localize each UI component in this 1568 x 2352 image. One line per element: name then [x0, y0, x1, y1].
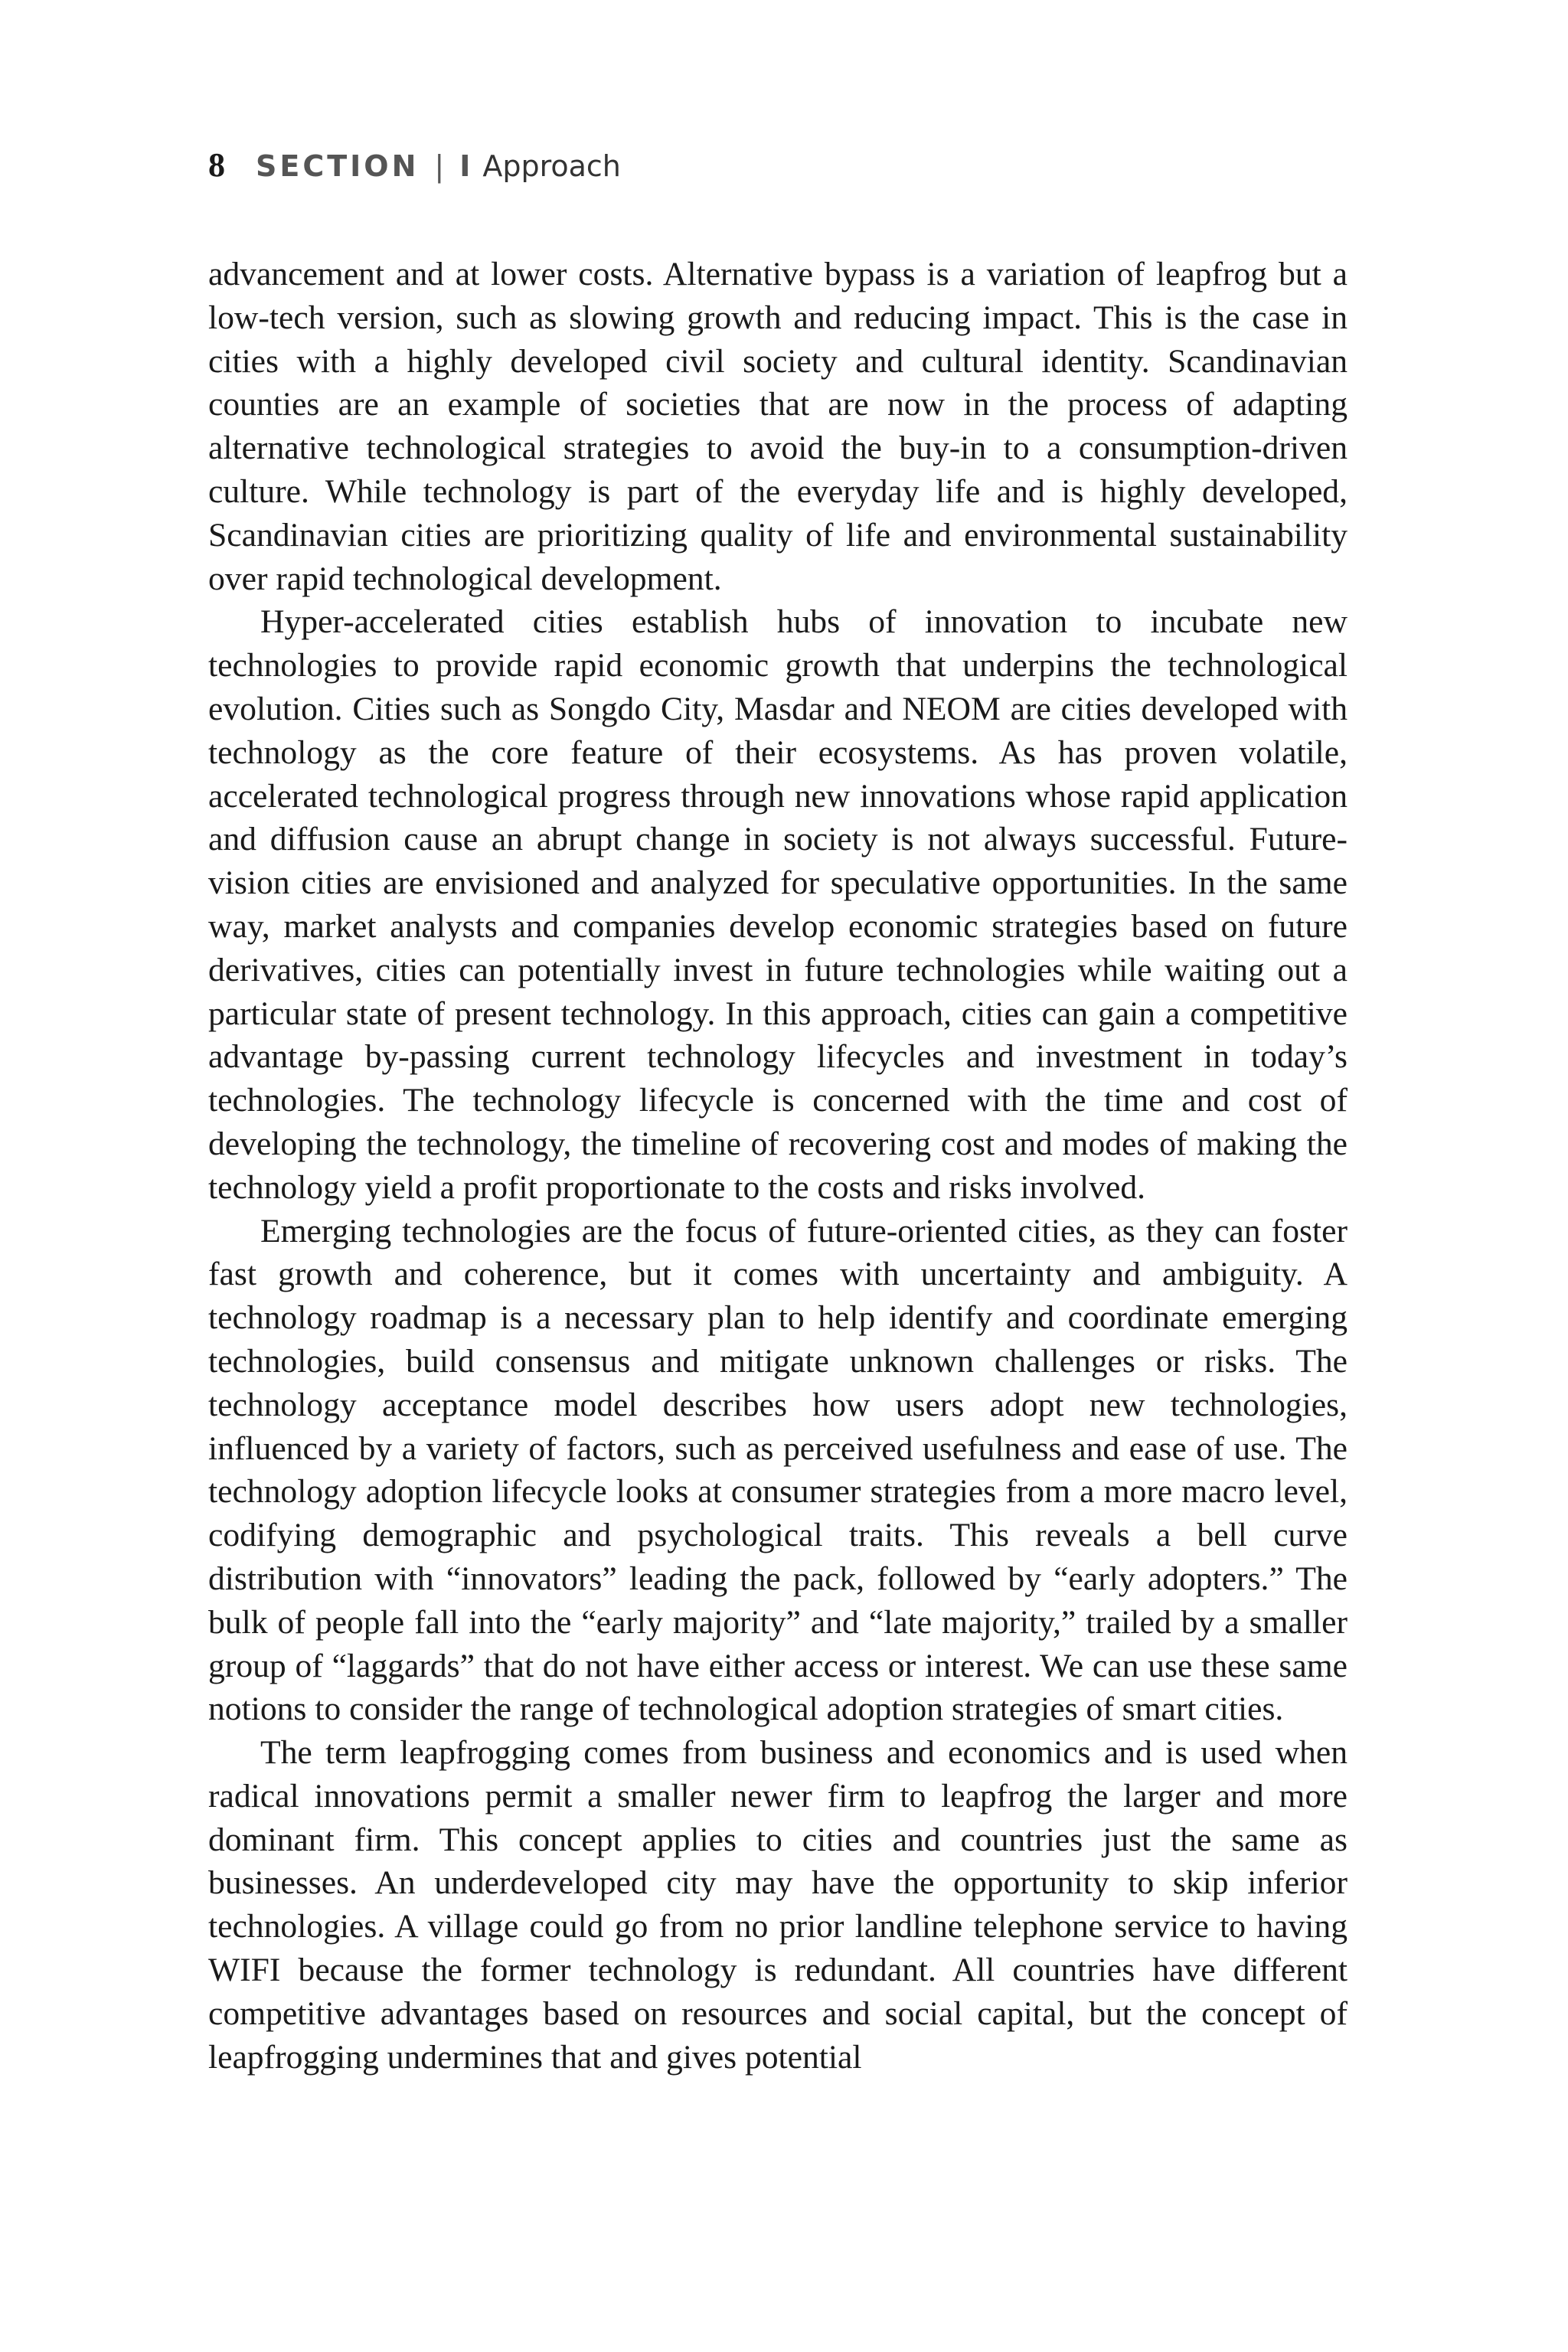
header-separator: | — [434, 149, 445, 183]
section-number: I — [459, 149, 471, 183]
page-number: 8 — [208, 146, 225, 184]
paragraph-continued: advancement and at lower costs. Alternative bypass is a variation of leapfrog but a low-tech version, such as slowing growth and reducing impact. This is the case in cities with a highly developed civil society and cultural identity. Scandinavian counties are an example of societies that are now in the process of adapting alternative technological strategies to avoid the buy-in to a consumption-driven culture. While technology is part of the everyday life and is highly developed, Scandinavian cities are prioritizing quality of life and environmental sustainability over rapid technological development. — [208, 256, 1348, 597]
section-title: Approach — [482, 149, 621, 183]
paragraph-emerging-technologies: Emerging technologies are the focus of future-oriented cities, as they can foster fast growth and coherence, but it comes with uncertainty and ambiguity. A technology roadmap is a necessary plan to help identify and coordinate emerging technologies, build consensus and mitigate unknown challenges or risks. The technology acceptance model describes how users adopt new technologies, influenced by a variety of factors, such as perceived usefulness and ease of use. The technology adoption lifecycle looks at consumer strategies from a more macro level, codifying demographic and psychological traits. This reveals a bell curve distribution with “innovators” leading the pack, followed by “early adopters.” The bulk of people fall into the “early majority” and “late majority,” trailed by a smaller group of “laggards” that do not have either access or interest. We can use these same notions to consider the range of technological adoption strategies of smart cities. — [208, 1212, 1348, 1728]
paragraph-leapfrogging: The term leapfrogging comes from business and economics and is used when radical innovations permit a smaller newer firm to leapfrog the larger and more dominant firm. This concept applies to cities and countries just the same as businesses. An underdeveloped city may have the opportunity to skip inferior technologies. A village could go from no prior landline telephone service to having WIFI because the former technology is redundant. All countries have different competitive advantages based on resources and social capital, but the concept of leapfrogging undermines that and gives potential — [208, 1734, 1348, 2076]
running-head — [208, 145, 621, 191]
paragraph-hyper-accelerated: Hyper-accelerated cities establish hubs of innovation to incubate new technologies to provide rapid economic growth that underpins the technological evolution. Cities such as Songdo City, Masdar and NEOM are cities developed with technology as the core feature of their ecosystems. As has proven volatile, accelerated technological progress through new innovations whose rapid application and diffusion cause an abrupt change in society is not always successful. Future-vision cities are envisioned and analyzed for speculative opportunities. In the same way, market analysts and companies develop economic strategies based on future derivatives, cities can potentially invest in future technologies while waiting out a particular state of present technology. In this approach, cities can gain a competitive advantage by-passing current technology lifecycles and investment in today’s technologies. The technology lifecycle is concerned with the time and cost of developing the technology, the timeline of recovering cost and modes of making the technology yield a profit proportionate to the costs and risks involved. — [208, 603, 1348, 1206]
section-label: SECTION — [256, 149, 420, 183]
body-text — [208, 253, 1348, 2079]
